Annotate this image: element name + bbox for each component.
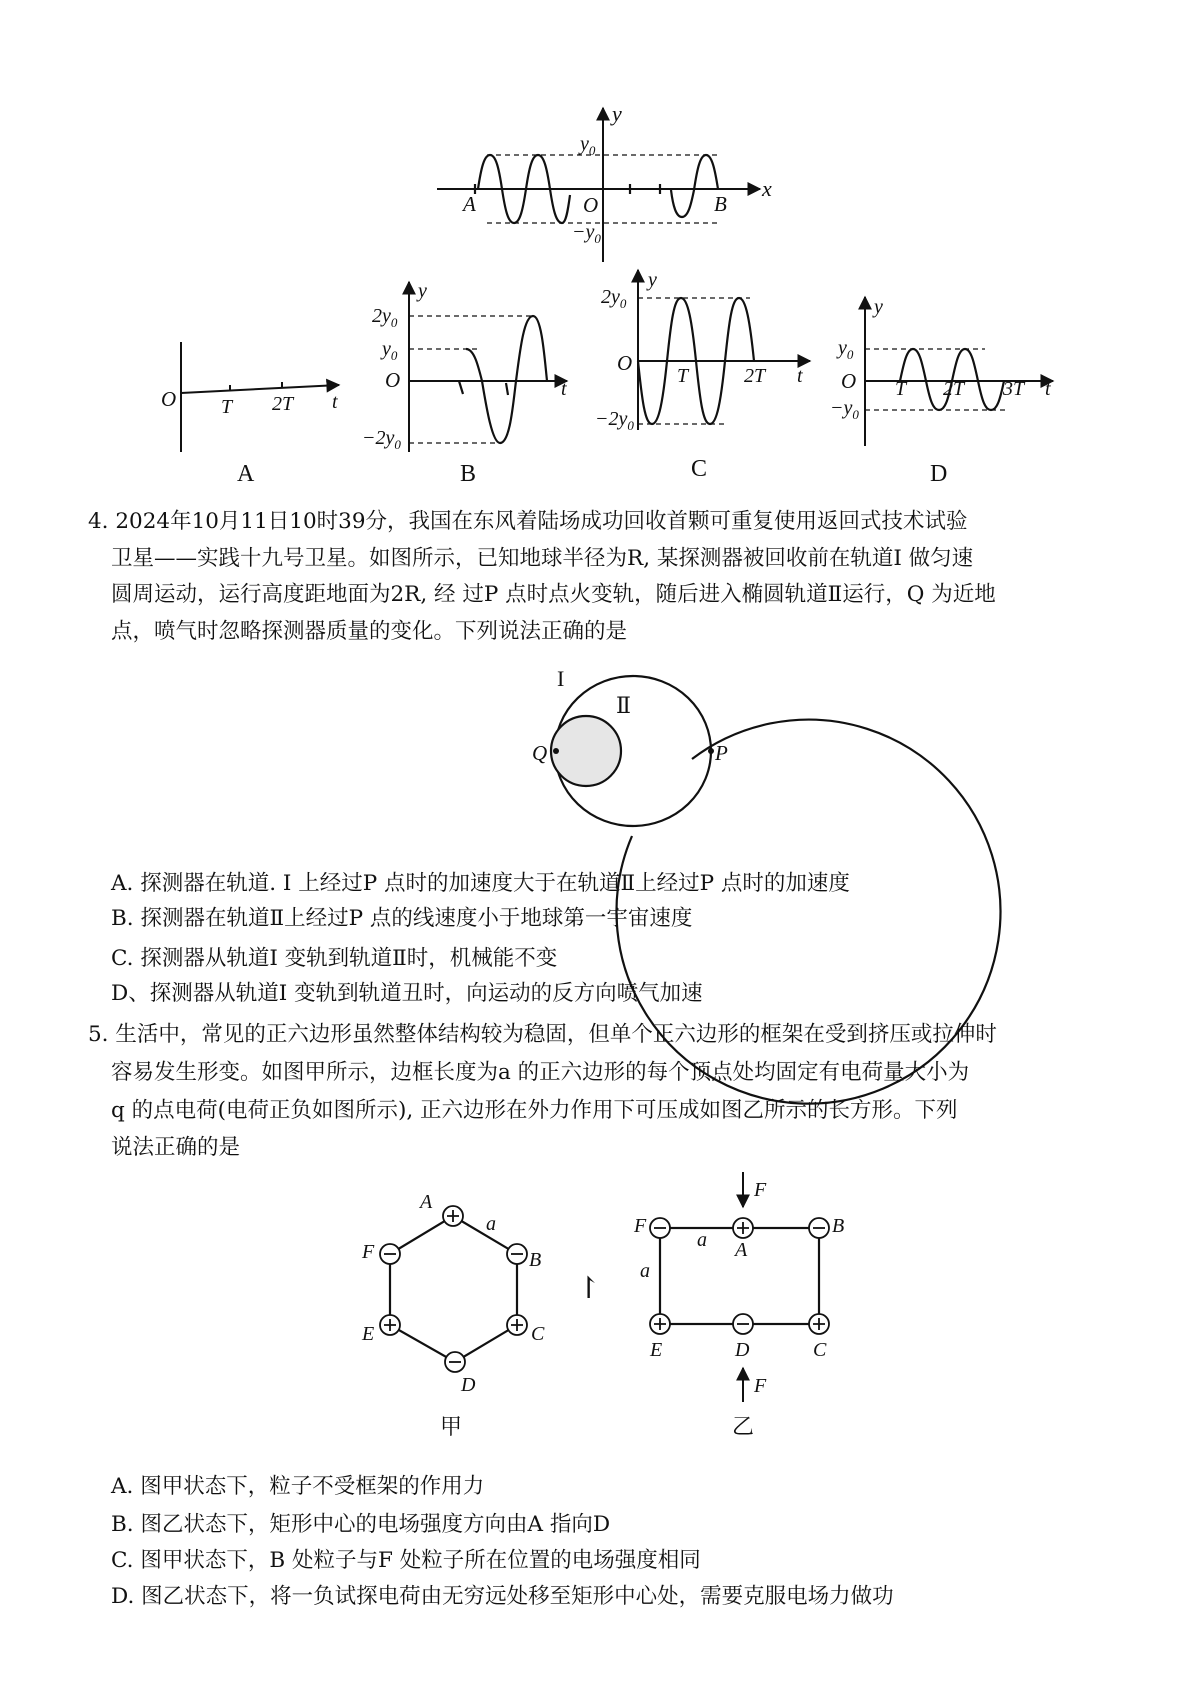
charge-rect-b-negative <box>809 1218 829 1238</box>
graph-b-2y0-label: $2y_0$ <box>372 305 398 330</box>
orbit-point-p: P <box>715 741 728 765</box>
q5-stem-line-4: 说法正确的是 <box>111 1135 241 1160</box>
graph-a-t-axis <box>181 385 339 393</box>
q5-option-a: A. 图甲状态下，粒子不受框架的作用力 <box>111 1474 485 1499</box>
wave-point-b: B <box>714 192 727 216</box>
orbit-point-p-dot <box>708 748 714 754</box>
graph-a-2t-label: 2T <box>272 393 294 415</box>
graph-d-caption: D <box>930 461 948 487</box>
hexagon-label-f: F <box>362 1241 375 1263</box>
q5-stem-line-2: 容易发生形变。如图甲所示，边框长度为a 的正六边形的每个顶点处均固定有电荷量大小为 <box>111 1060 970 1085</box>
charge-b-negative <box>507 1244 527 1264</box>
graph-b-origin: O <box>385 368 401 392</box>
orbit-point-q-dot <box>553 748 559 754</box>
graph-a-caption: A <box>237 461 255 487</box>
graph-b-curve <box>466 316 547 443</box>
graph-c-t-label: T <box>677 365 689 387</box>
charge-f-negative <box>380 1244 400 1264</box>
charge-c-positive <box>507 1315 527 1335</box>
wave-origin-label: O <box>583 193 599 217</box>
rect-label-b: B <box>832 1215 845 1237</box>
charge-d-negative <box>445 1352 465 1372</box>
graph-d <box>830 296 1053 487</box>
rect-label-c: C <box>813 1339 827 1361</box>
q5-option-d: D. 图乙状态下，将一负试探电荷由无穷远处移至矩形中心处，需要克服电场力做功 <box>111 1584 894 1609</box>
hexagon-label-c: C <box>531 1323 545 1345</box>
q4-option-c: C. 探测器从轨道I 变轨到轨道Ⅱ时，机械能不变 <box>111 946 558 971</box>
graph-c-y-label: y <box>648 269 657 291</box>
hexagon-caption: 甲 <box>440 1414 463 1439</box>
transform-arrow-mark: ↾ <box>576 1272 602 1305</box>
graph-a-t-label: T <box>221 396 233 418</box>
rect-force-top-label: F <box>754 1179 767 1201</box>
graph-c-t-axis-label: t <box>797 365 803 387</box>
graph-a <box>161 342 339 487</box>
wave-neg-y0-label: $-y_0$ <box>572 221 601 246</box>
rect-label-a: A <box>735 1239 748 1261</box>
graph-b-neg2y0-label: $-2y_0$ <box>362 427 401 452</box>
graph-d-y0-label: $y_0$ <box>838 337 854 362</box>
orbit-i-label: I <box>557 666 565 691</box>
hexagon-figure <box>361 1191 545 1439</box>
hexagon-frame <box>390 1216 517 1362</box>
graph-c <box>595 269 810 482</box>
rect-force-bottom-label: F <box>754 1375 767 1397</box>
wave-x-label: x <box>762 176 772 201</box>
graph-b-t-axis-label: t <box>561 378 567 400</box>
graph-c-caption: C <box>691 456 708 482</box>
charge-e-positive <box>380 1315 400 1335</box>
rect-label-f: F <box>634 1215 647 1237</box>
graph-c-origin: O <box>617 351 633 375</box>
graph-d-3t-label: 3T <box>1003 378 1025 400</box>
q4-stem-line-2: 卫星——实践十九号卫星。如图所示，已知地球半径为R, 某探测器被回收前在轨道I 做匀速 <box>111 546 974 571</box>
hexagon-label-e: E <box>362 1323 375 1345</box>
q4-option-a: A. 探测器在轨道. I 上经过P 点时的加速度大于在轨道Ⅱ上经过P 点时的加速度 <box>111 871 850 896</box>
q5-stem-line-1: 5. 生活中，常见的正六边形虽然整体结构较为稳固，但单个正六边形的框架在受到挤压或拉伸时 <box>88 1022 997 1047</box>
orbit-point-q: Q <box>532 741 548 765</box>
q5-option-b: B. 图乙状态下，矩形中心的电场强度方向由A 指向D <box>111 1512 611 1537</box>
graph-b <box>362 280 567 487</box>
charge-rect-d-negative <box>733 1314 753 1334</box>
q5-stem-line-3: q 的点电荷(电荷正负如图所示), 正六边形在外力作用下可压成如图乙所示的长方形。下列 <box>111 1098 958 1123</box>
wave-y-label: y <box>612 101 622 126</box>
orbit-ii-label: Ⅱ <box>616 693 631 718</box>
graph-b-y0-label: $y_0$ <box>382 338 398 363</box>
graph-d-origin: O <box>841 369 857 393</box>
wave-right-pulse <box>671 155 718 217</box>
wave-y0-label: $y_0$ <box>580 133 596 158</box>
rectangle-figure <box>633 1172 844 1439</box>
rectangle-caption: 乙 <box>732 1414 755 1439</box>
graph-a-origin: O <box>161 387 177 411</box>
graph-d-neg-y0-label: $-y_0$ <box>830 397 859 422</box>
rect-side-left-label: a <box>640 1260 650 1282</box>
rect-label-e: E <box>650 1339 663 1361</box>
q4-stem-line-3: 圆周运动，运行高度距地面为2R, 经 过P 点时点火变轨，随后进入椭圆轨道Ⅱ运行，Q 为近地 <box>111 582 996 607</box>
charge-rect-f-negative <box>650 1218 670 1238</box>
q4-option-d: D、探测器从轨道I 变轨到轨道丑时，向运动的反方向喷气加速 <box>111 981 703 1006</box>
graph-d-t-label: T <box>895 378 907 400</box>
charge-a-positive <box>443 1206 463 1226</box>
graph-d-y-label: y <box>874 296 883 318</box>
graph-c-neg2y0-label: $-2y_0$ <box>595 408 634 433</box>
rect-side-top-label: a <box>697 1229 707 1251</box>
charge-rect-e-positive <box>650 1314 670 1334</box>
graph-b-caption: B <box>460 461 477 487</box>
charge-rect-a-positive <box>733 1218 753 1238</box>
charge-rect-c-positive <box>809 1314 829 1334</box>
hexagon-side-label: a <box>486 1213 496 1235</box>
rect-label-d: D <box>735 1339 750 1361</box>
wave-point-a: A <box>463 192 476 216</box>
graph-d-t-axis-label: t <box>1045 378 1051 400</box>
q4-option-b: B. 探测器在轨道Ⅱ上经过P 点的线速度小于地球第一宇宙速度 <box>111 906 693 931</box>
q4-stem-line-1: 4. 2024年10月11日10时39分，我国在东风着陆场成功回收首颗可重复使用返回式技术试验 <box>88 509 968 534</box>
earth <box>551 716 621 786</box>
graph-c-2y0-label: $2y_0$ <box>601 286 627 311</box>
graph-c-2t-label: 2T <box>744 365 766 387</box>
wave-figure <box>437 101 772 262</box>
hexagon-label-b: B <box>529 1249 542 1271</box>
hexagon-label-d: D <box>461 1374 476 1396</box>
q4-stem-line-4: 点，喷气时忽略探测器质量的变化。下列说法正确的是 <box>111 619 628 644</box>
q5-option-c: C. 图甲状态下，B 处粒子与F 处粒子所在位置的电场强度相同 <box>111 1548 701 1573</box>
graph-b-y-label: y <box>418 280 427 302</box>
graph-a-t-axis-label: t <box>332 391 338 413</box>
graph-d-2t-label: 2T <box>943 378 965 400</box>
hexagon-label-a: A <box>420 1191 433 1213</box>
